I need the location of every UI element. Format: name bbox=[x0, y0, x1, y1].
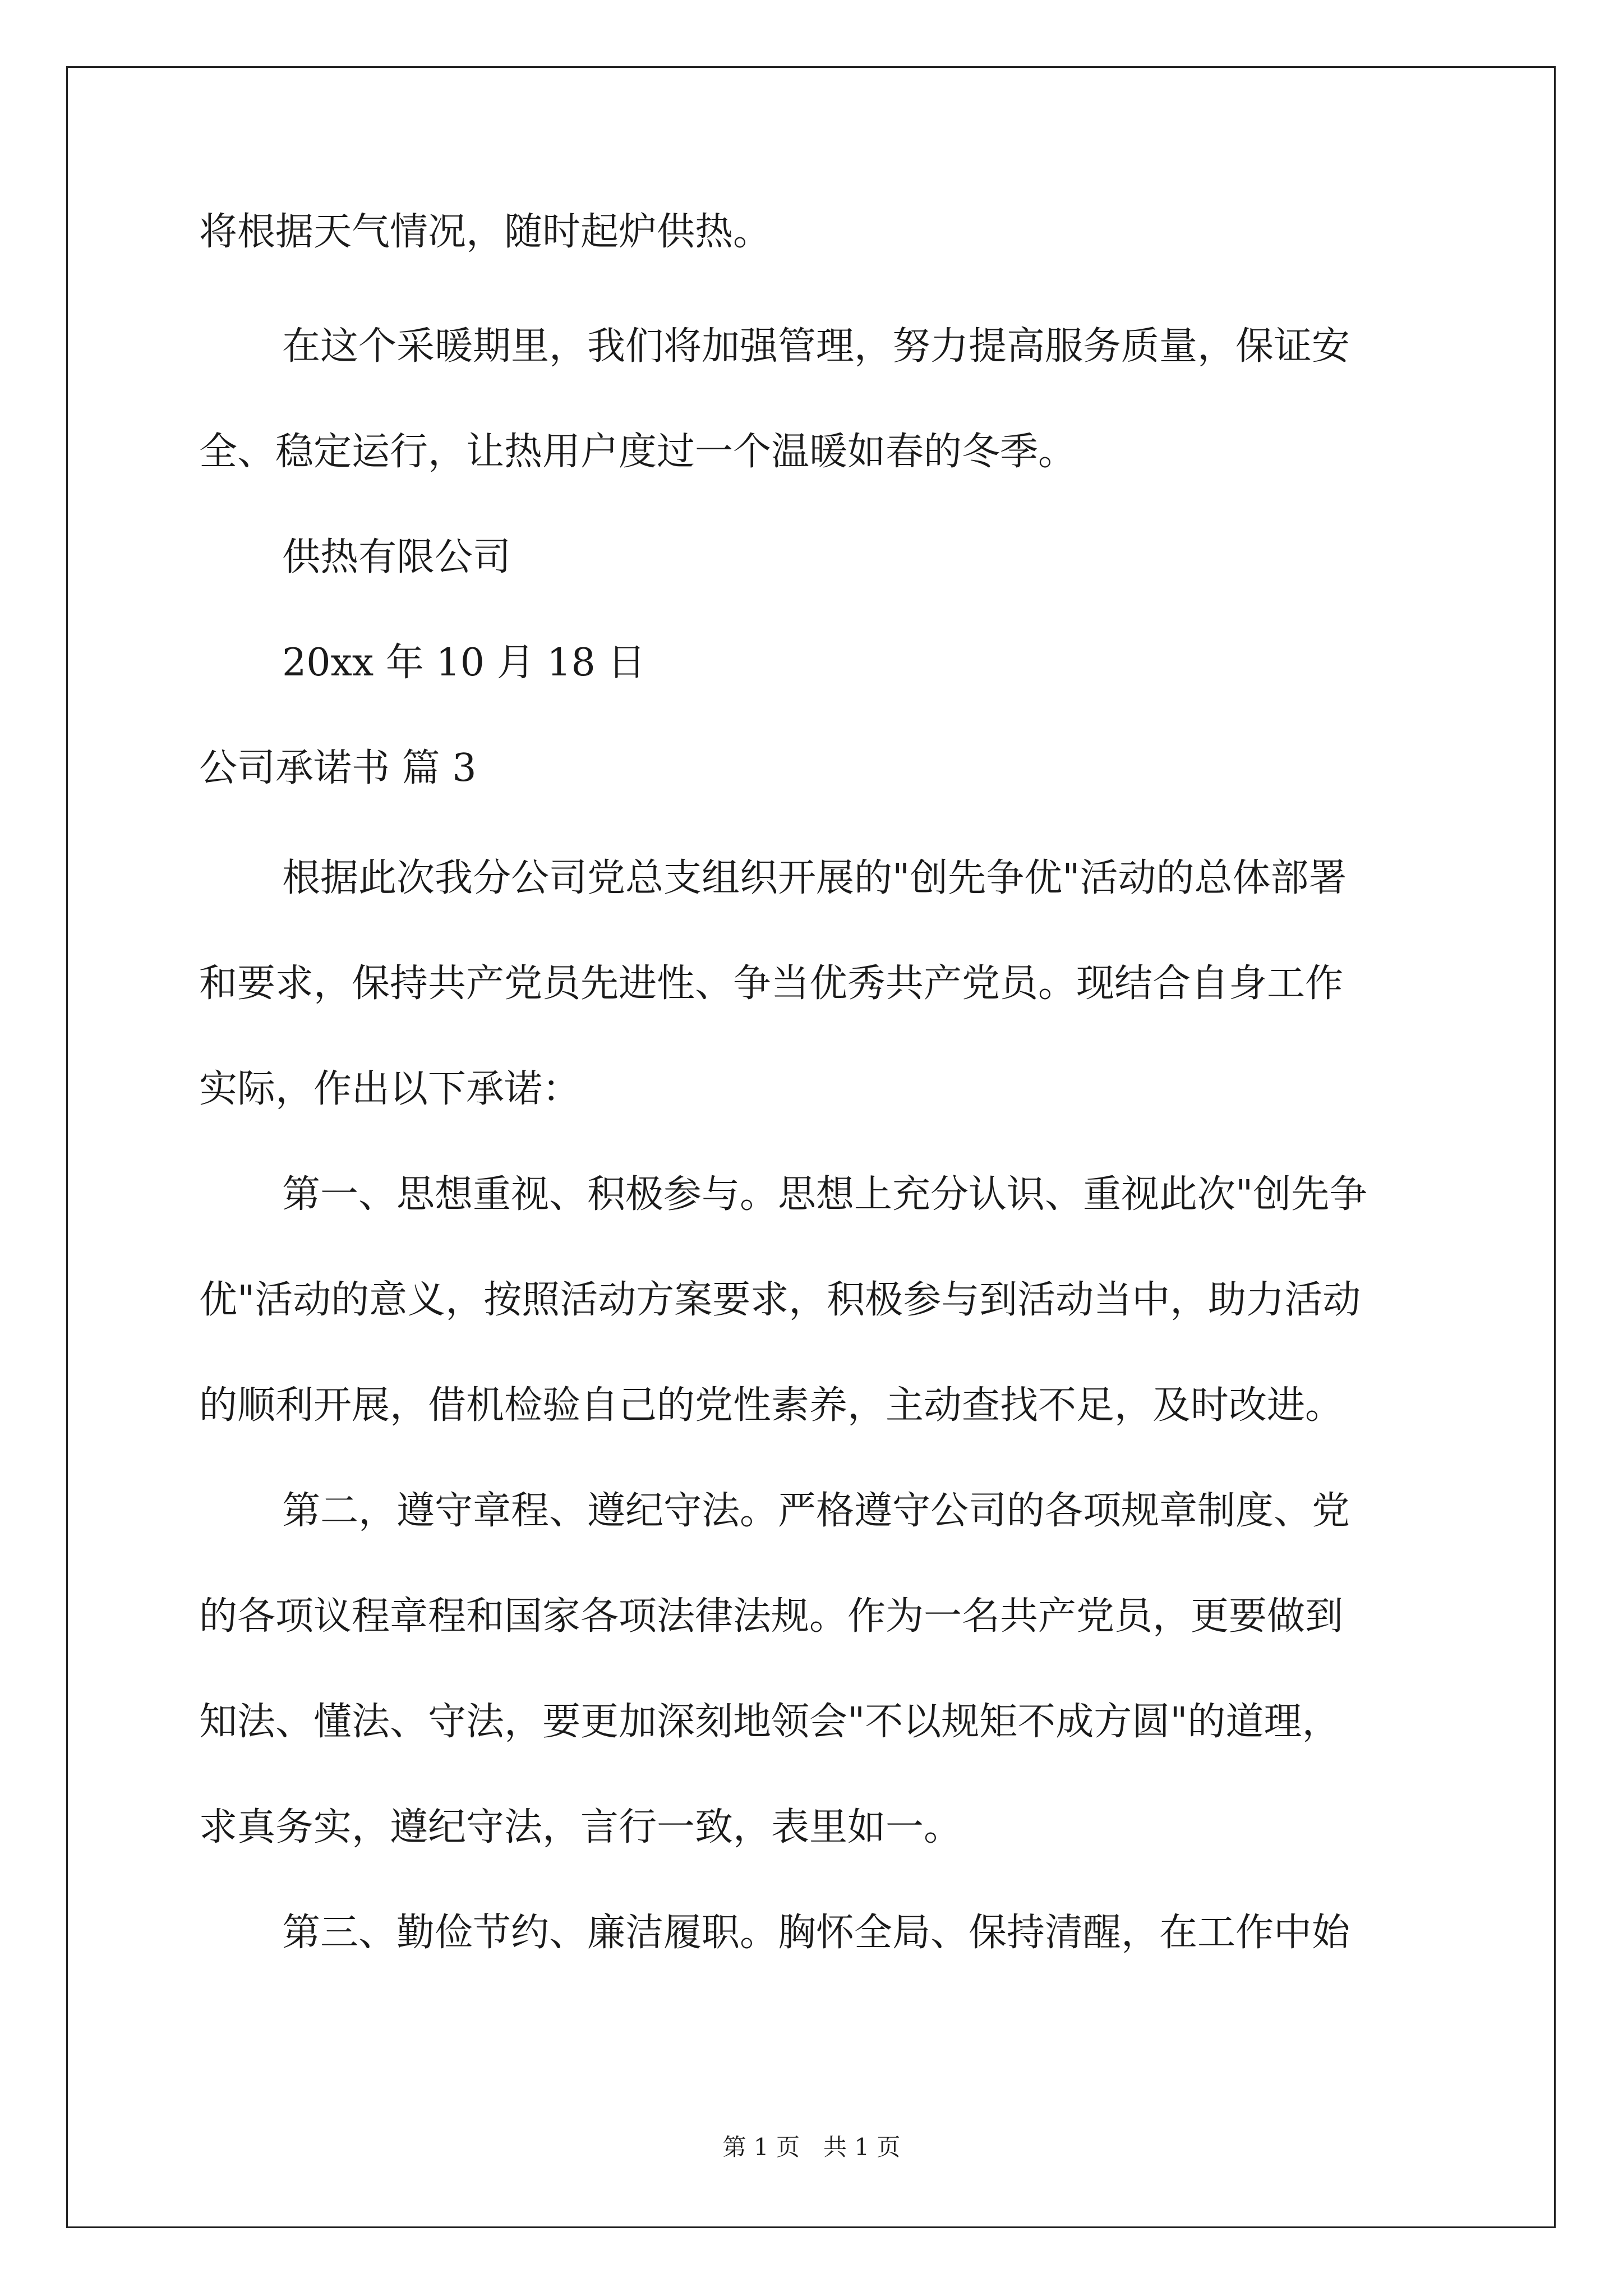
page-frame bbox=[66, 66, 1556, 2228]
text-line: 根据此次我分公司党总支组织开展的"创先争优"活动的总体部署 bbox=[282, 856, 1347, 900]
text-line: 第三、勤俭节约、廉洁履职。胸怀全局、保持清醒，在工作中始 bbox=[282, 1911, 1350, 1955]
company-signature: 供热有限公司 bbox=[282, 535, 511, 579]
text-line: 在这个采暖期里，我们将加强管理，努力提高服务质量，保证安 bbox=[282, 324, 1350, 369]
text-line: 知法、懂法、守法，要更加深刻地领会"不以规矩不成方圆"的道理， bbox=[199, 1700, 1340, 1744]
text-line: 全、稳定运行，让热用户度过一个温暖如春的冬季。 bbox=[199, 430, 1077, 474]
text-line: 优"活动的意义，按照活动方案要求，积极参与到活动当中，助力活动 bbox=[199, 1278, 1361, 1322]
text-line: 将根据天气情况，随时起炉供热。 bbox=[199, 210, 772, 254]
text-line: 求真务实，遵纪守法，言行一致，表里如一。 bbox=[199, 1805, 962, 1849]
text-line: 的各项议程章程和国家各项法律法规。作为一名共产党员，更要做到 bbox=[199, 1594, 1344, 1639]
text-line: 第二，遵守章程、遵纪守法。严格遵守公司的各项规章制度、党 bbox=[282, 1489, 1350, 1533]
text-line: 和要求，保持共产党员先进性、争当优秀共产党员。现结合自身工作 bbox=[199, 961, 1344, 1006]
page-number: 第 1 页 共 1 页 bbox=[722, 2133, 901, 2161]
section-heading: 公司承诺书 篇 3 bbox=[199, 746, 477, 790]
text-line: 第一、思想重视、积极参与。思想上充分认识、重视此次"创先争 bbox=[282, 1172, 1368, 1217]
text-line: 的顺利开展，借机检验自己的党性素养，主动查找不足，及时改进。 bbox=[199, 1383, 1344, 1428]
signature-date: 20xx 年 10 月 18 日 bbox=[282, 641, 646, 685]
text-line: 实际，作出以下承诺： bbox=[199, 1067, 581, 1111]
